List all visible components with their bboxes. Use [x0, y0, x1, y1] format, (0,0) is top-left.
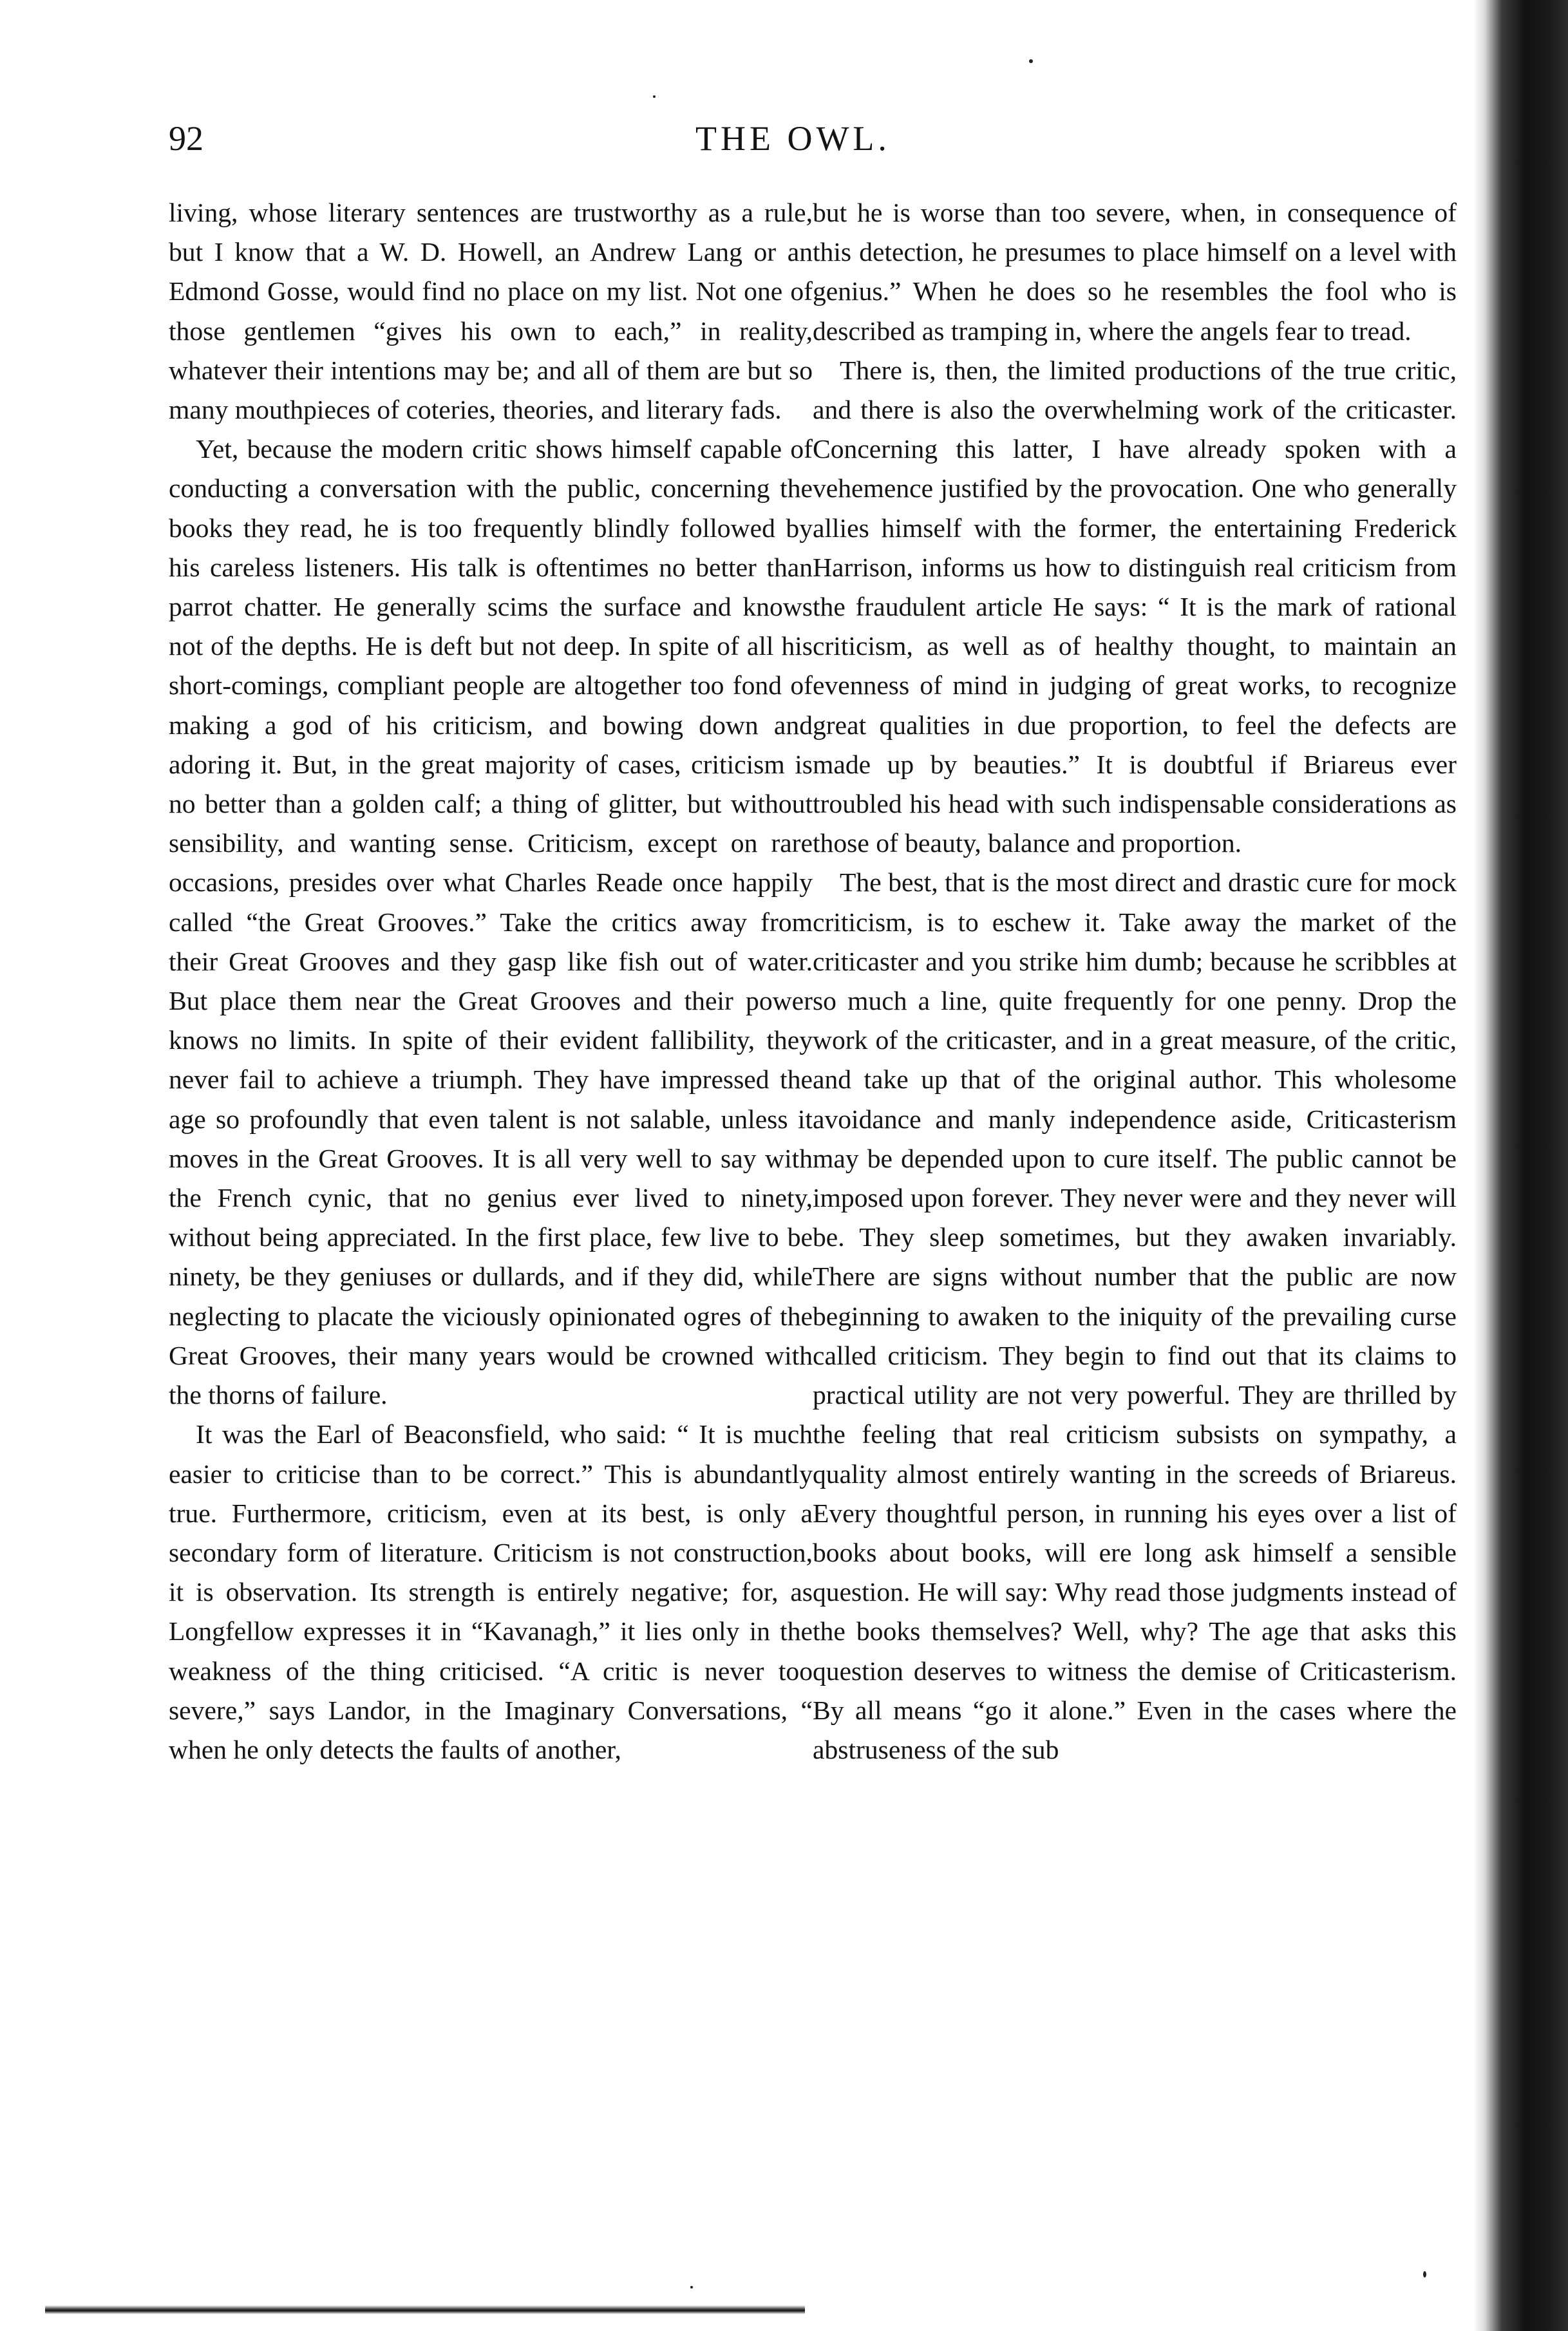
paragraph: but he is worse than too severe, when, in consequence of this detection, he presumes to place himself on a level with genius.” When he does so he resembles the fool who is described as tramping in, where the angels fear to tread. [813, 198, 1457, 346]
left-column [169, 193, 813, 1769]
page-number: 92 [169, 119, 203, 158]
paragraph: There is, then, the limited productions of the true critic, and there is also the overwhelming work of the criticaster. Concerning this latter, I have already spoken with a vehemence justified by the provocation. One who generally allies himself with the former, the entertaining Frederick Harrison, informs us how to distinguish real criticism from the fraudulent article He says: “ It is the mark of rational criticism, as well as of healthy thought, to maintain an evenness of mind in judging of great works, to recognize great qualities in due proportion, to feel the defects are made up by beauties.” It is doubtful if Briareus ever troubled his head with such indispensable considerations as those of beauty, balance and proportion. [813, 355, 1457, 858]
paragraph: It was the Earl of Beaconsfield, who said: “ It is much easier to criticise than to be correct.” This is abundantly true. Furthermore, criticism, even at its best, is only a secondary form of literature. Criticism is not construction, it is observation. Its strength is entirely negative; for, as Longfellow expresses it in “Kavanagh,” it lies only in the weakness of the thing criticised. “A critic is never too severe,” says Landor, in the Imaginary Conversations, “ when he only detects the faults of another, [169, 1419, 813, 1764]
scan-speck [653, 95, 656, 98]
page-edge-shadow [1473, 0, 1568, 2331]
scan-speck [1423, 2271, 1426, 2278]
scan-speck [1029, 59, 1033, 63]
paragraph: Yet, because the modern critic shows himself capable of conducting a conversation with the public, concerning the books they read, he is too frequently blindly followed by his careless listeners. His talk is oftentimes no better than parrot chatter. He generally scims the surface and knows not of the depths. He is deft but not deep. In spite of all his short-comings, compliant people are altogether too fond of making a god of his criticism, and bowing down and adoring it. But, in the great majority of cases, criticism is no better than a golden calf; a thing of glitter, but without sensibility, and wanting sense. Criticism, except on rare occasions, presides over what Charles Reade once happily called “the Great Grooves.” Take the critics away from their Great Grooves and they gasp like fish out of water. But place them near the Great Grooves and their power knows no limits. In spite of their evident fallibility, they never fail to achieve a triumph. They have impressed the age so profoundly that even talent is not salable, unless it moves in the Great Grooves. It is all very well to say with the French cynic, that no genius ever lived to ninety, without being appreciated. In the first place, few live to be ninety, be they geniuses or dullards, and if they did, while neglecting to placate the viciously opinionated ogres of the Great Grooves, their many years would be crowned with the thorns of failure. [169, 434, 813, 1410]
paragraph: living, whose literary sentences are trustworthy as a rule, but I know that a W. D. Howell, an Andrew Lang or an Edmond Gosse, would find no place on my list. Not one of those gentlemen “gives his own to each,” in reality, whatever their intentions may be; and all of them are but so many mouthpieces of coteries, theories, and literary fads. [169, 198, 813, 425]
scan-speck [690, 2286, 693, 2289]
running-title: THE OWL. [695, 119, 891, 158]
right-column [813, 193, 1457, 1769]
bottom-scan-rule [45, 2305, 805, 2314]
paragraph: The best, that is the most direct and drastic cure for mock criticism, is to eschew it. Take away the market of the criticaster and you strike him dumb; because he scribbles at so much a line, quite frequently for one penny. Drop the work of the criticaster, and in a great measure, of the critic, and take up that of the original author. This wholesome avoidance and manly independence aside, Criticasterism may be depended upon to cure itself. The public cannot be imposed upon forever. They never were and they never will be. They sleep sometimes, but they awaken invariably. There are signs without number that the public are now beginning to awaken to the iniquity of the prevailing curse called criticism. They begin to find out that its claims to practical utility are not very powerful. They are thrilled by the feeling that real criticism subsists on sympathy, a quality almost entirely wanting in the screeds of Briareus. Every thoughtful person, in running his eyes over a list of books about books, will ere long ask himself a sensible question. He will say: Why read those judgments instead of the books themselves? Well, why? The age that asks this question deserves to witness the demise of Criticasterism. By all means “go it alone.” Even in the cases where the abstruseness of the sub [813, 867, 1457, 1764]
